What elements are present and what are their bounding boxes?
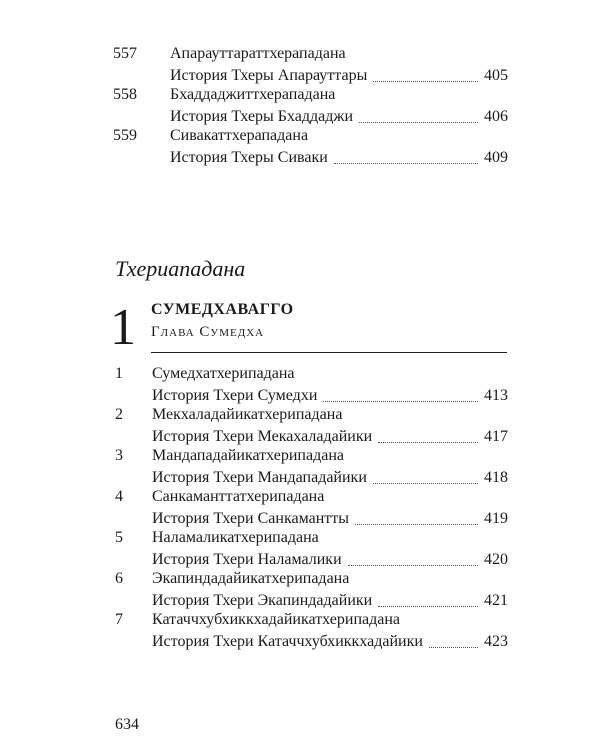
toc-entry [0,609,600,659]
entry-pali-title: Катаччхубхиккхадайикатхерипадана [152,611,401,628]
entry-pali-title: Наламаликатхерипадана [152,529,319,546]
chapter-divider [151,352,507,353]
entry-pali-title: Апарауттараттхерападана [170,45,346,62]
entry-page-number: 409 [484,149,508,166]
entry-number: 3 [115,447,123,464]
chapter-number: 1 [110,299,136,356]
entry-russian-title: История Тхери Экапиндадайики [152,592,373,609]
chapter-subtitle: Глава Сумедха [151,324,265,340]
entry-number: 559 [113,127,137,144]
entry-pali-title: Сивакаттхерападана [170,127,309,144]
entry-pali-title: Экапиндадайикатхерипадана [152,570,350,587]
entry-page-number: 419 [484,510,508,527]
entry-number: 6 [115,570,123,587]
entry-page-number: 421 [484,592,508,609]
entry-number: 1 [115,365,123,382]
entry-pali-title: Санкаманттатхерипадана [152,488,325,505]
entry-pali-title: Мандападайикатхерипадана [152,447,344,464]
dot-leader [348,564,478,566]
entry-russian-title: История Тхери Санкамантты [152,510,349,527]
dot-leader [355,523,478,525]
dot-leader [334,162,478,164]
dot-leader [378,441,478,443]
entry-page-number: 405 [484,67,508,84]
section-title: Тхериападана [115,256,246,281]
entry-russian-title: История Тхеры Бхаддаджи [170,108,354,125]
entry-russian-title: История Тхеры Сиваки [170,149,328,166]
entry-page-number: 417 [484,428,508,445]
dot-leader [373,80,478,82]
page-number: 634 [115,716,139,733]
dot-leader [359,121,478,123]
entry-page-number: 420 [484,551,508,568]
entry-pali-title: Мекхаладайикатхерипадана [152,406,343,423]
entry-number: 5 [115,529,123,546]
dot-leader [378,605,478,607]
entry-russian-title: История Тхери Мекахаладайики [152,428,373,445]
entry-page-number: 413 [484,387,508,404]
entry-page-number: 423 [484,633,508,650]
dot-leader [323,400,478,402]
entry-number: 4 [115,488,123,505]
entry-pali-title: Сумедхатхерипадана [152,365,295,382]
dot-leader [373,482,478,484]
entry-number: 557 [113,45,137,62]
toc-entry [0,125,600,175]
entry-number: 558 [113,86,137,103]
entry-russian-title: История Тхери Мандападайики [152,469,367,486]
entry-russian-title: История Тхеры Апарауттары [170,67,368,84]
entry-russian-title: История Тхери Сумедхи [152,387,318,404]
chapter-title: СУМЕДХАВАГГО [151,301,294,318]
entry-page-number: 418 [484,469,508,486]
entry-page-number: 406 [484,108,508,125]
entry-number: 7 [115,611,123,628]
dot-leader [429,646,478,648]
entry-russian-title: История Тхери Наламалики [152,551,342,568]
entry-russian-title: История Тхери Катаччхубхиккхадайики [152,633,423,650]
entry-pali-title: Бхаддаджиттхерападана [170,86,336,103]
entry-number: 2 [115,406,123,423]
